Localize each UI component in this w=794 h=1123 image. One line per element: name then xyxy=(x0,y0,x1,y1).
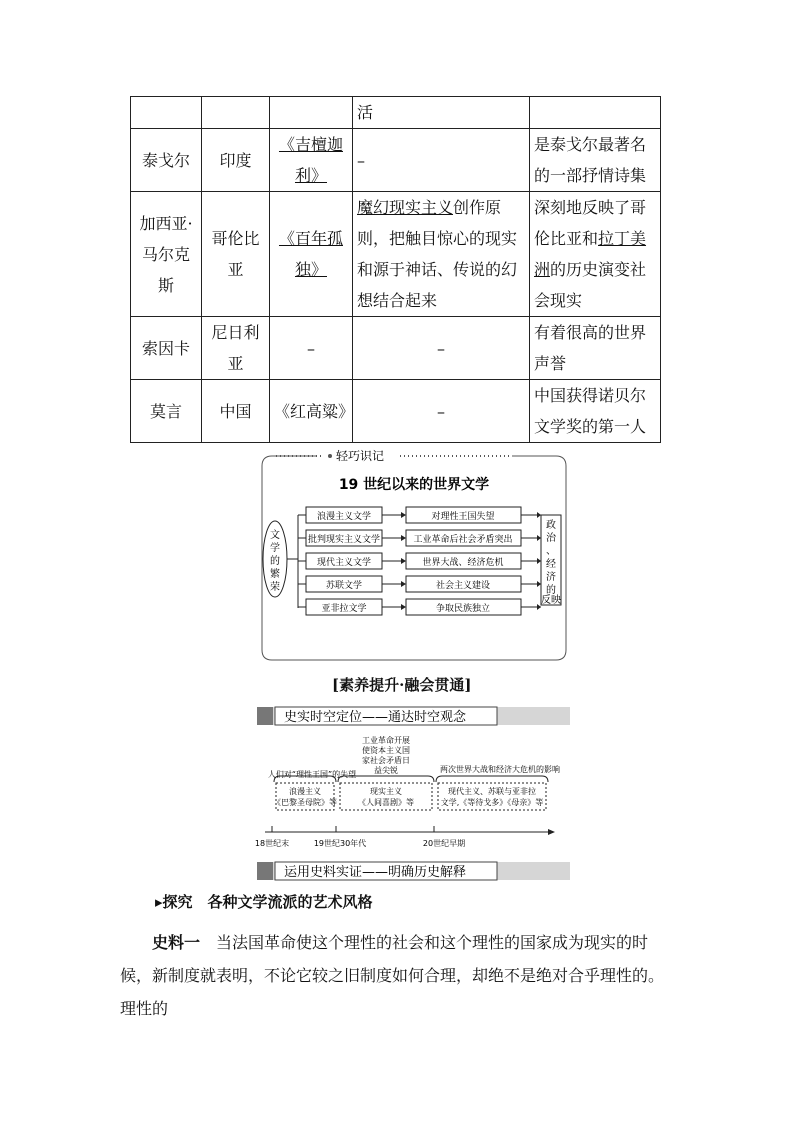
left-box-label: 浪漫主义文学 xyxy=(316,512,372,522)
seg2-top-1: 工业革命开展 xyxy=(362,736,410,745)
left-box-label: 亚非拉文学 xyxy=(321,604,367,614)
tick-label: 19世纪30年代 xyxy=(313,839,367,848)
arrow-head xyxy=(401,535,406,541)
feature-text: 创作原则，把触目惊心的现实和源于神话、传说的幻想结合起来 xyxy=(357,198,518,310)
work-title: 《百年孤独》 xyxy=(278,229,343,279)
arrow-head xyxy=(537,558,541,564)
author-cell: 泰戈尔 xyxy=(131,129,202,192)
memo-tag: 轻巧识记 xyxy=(336,449,385,463)
arrow-head xyxy=(537,581,541,587)
underlined-term: 拉丁美洲 xyxy=(534,229,647,279)
banner-1-text: 史实时空定位——通达时空观念 xyxy=(284,710,467,725)
left-box-label: 苏联文学 xyxy=(325,581,363,591)
author-cell: 索因卡 xyxy=(131,317,202,380)
section-title: [素养提升·融会贯通] xyxy=(332,676,472,694)
right-box-label: 社会主义建设 xyxy=(435,581,491,591)
material-text: 当法国革命使这个理性的社会和这个理性的国家成为现实的时候，新制度就表明，不论它较之旧制度如何合理，却绝不是绝对合乎理性的。理性的 xyxy=(120,933,665,1018)
status-text: 的历史演变社会现实 xyxy=(534,260,647,310)
feature-cell: – xyxy=(353,129,530,192)
arrow-head xyxy=(401,581,406,587)
memo-box xyxy=(262,449,566,660)
arrow-head xyxy=(401,558,406,564)
tick-label: 18世纪末 xyxy=(254,839,290,848)
left-box-label: 批判现实主义文学 xyxy=(307,535,381,545)
seg2-bottom-2: 《人间喜剧》等 xyxy=(358,798,414,807)
arrow-head xyxy=(401,604,406,610)
seg1-bottom-2: 《巴黎圣母院》等 xyxy=(273,798,337,807)
right-box-label: 对理性王国失望 xyxy=(431,512,495,522)
left-box-label: 现代主义文学 xyxy=(316,558,372,568)
seg2-top-2: 使资本主义国 xyxy=(362,746,410,755)
right-label: 政治、经济的反映 xyxy=(541,520,561,606)
country-cell: 哥伦比亚 xyxy=(202,192,270,317)
arrow-head xyxy=(401,512,406,518)
memo-title: 19 世纪以来的世界文学 xyxy=(338,477,490,493)
banner-2 xyxy=(257,862,570,880)
author-cell: 加西亚·马尔克斯 xyxy=(131,192,202,317)
tick-label: 20世纪早期 xyxy=(422,839,466,848)
seg2-top-4: 益尖锐 xyxy=(374,766,398,775)
author-cell: 莫言 xyxy=(131,380,202,443)
seg3-bottom-2: 文学,《等待戈多》《母亲》等 xyxy=(440,798,544,807)
seg1-top: 人们对“理性王国”的失望 xyxy=(267,770,357,779)
status-cell: 中国获得诺贝尔文学奖的第一人 xyxy=(530,380,661,443)
work-cell: – xyxy=(270,317,353,380)
status-cell: 是泰戈尔最著名的一部抒情诗集 xyxy=(530,129,661,192)
explore-heading: ▸探究 各种文学流派的艺术风格 xyxy=(155,893,373,911)
work-title: 《吉檀迦利》 xyxy=(278,135,343,185)
right-box-label: 世界大战、经济危机 xyxy=(422,558,504,568)
status-cell: 有着很高的世界声誉 xyxy=(530,317,661,380)
feature-cell: – xyxy=(353,317,530,380)
seg1-bottom-1: 浪漫主义 xyxy=(289,787,321,796)
underlined-term: 魔幻现实主义 xyxy=(357,198,454,217)
memo-rows xyxy=(298,507,541,615)
country-cell: 印度 xyxy=(202,129,270,192)
right-box-label: 争取民族独立 xyxy=(435,604,491,614)
feature-cell: – xyxy=(353,380,530,443)
seg3-bottom-1: 现代主义、苏联与亚非拉 xyxy=(448,787,536,796)
material-paragraph xyxy=(120,926,676,1025)
seg2-bottom-1: 现实主义 xyxy=(370,787,402,796)
timeline xyxy=(255,735,560,848)
status-text: 深刻地反映了哥伦比亚和 xyxy=(534,198,647,248)
table-cell: 活 xyxy=(353,97,530,129)
banner-2-text: 运用史料实证——明确历史解释 xyxy=(284,865,467,880)
country-cell: 中国 xyxy=(202,380,270,443)
seg2-top-3: 家社会矛盾日 xyxy=(362,756,410,765)
country-cell: 尼日利亚 xyxy=(202,317,270,380)
left-label: 文学的繁荣 xyxy=(270,530,280,593)
right-box-label: 工业革命后社会矛盾突出 xyxy=(413,535,513,545)
material-label: 史料一 xyxy=(152,933,201,952)
arrow-head xyxy=(537,512,541,518)
work-cell: 《红高粱》 xyxy=(270,380,353,443)
arrow-head xyxy=(537,535,541,541)
seg3-top: 两次世界大战和经济大危机的影响 xyxy=(440,765,560,774)
banner-1 xyxy=(257,707,570,725)
